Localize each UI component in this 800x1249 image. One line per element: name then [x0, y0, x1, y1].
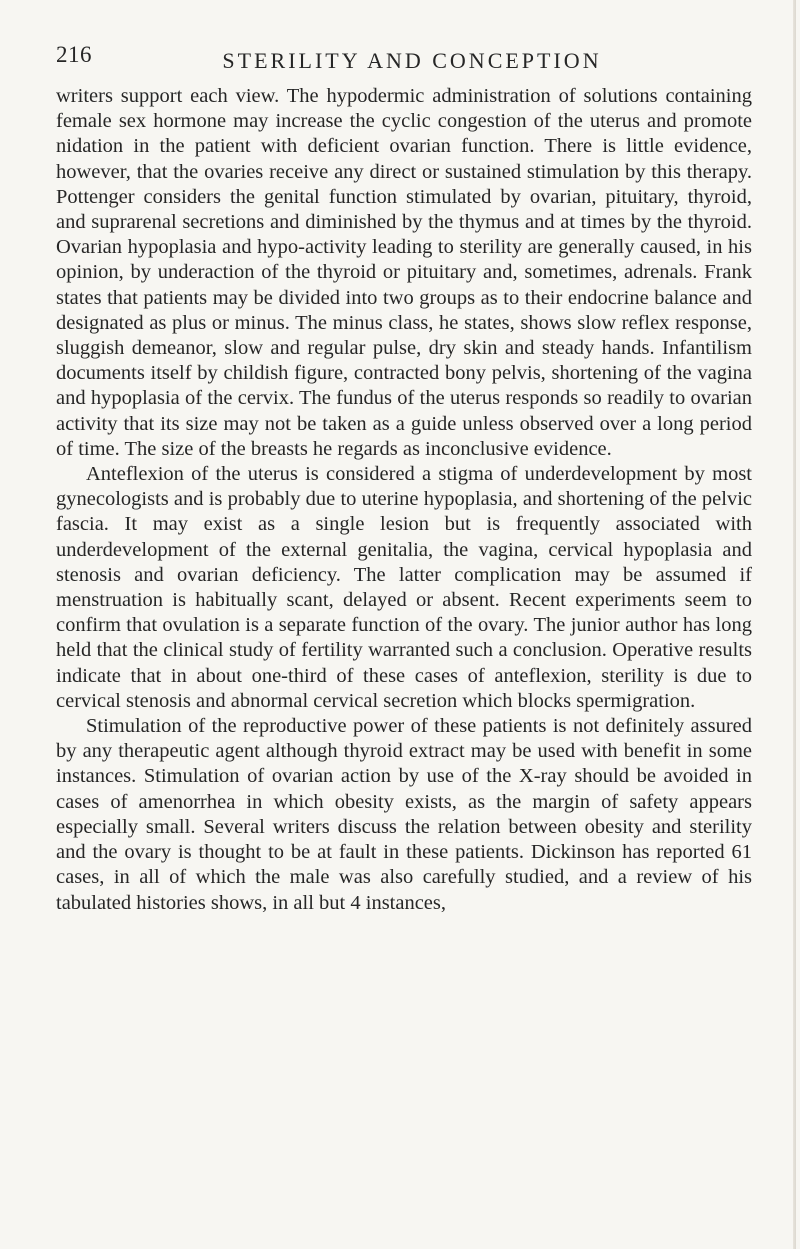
- paragraph-3: Stimulation of the reproductive power of these patients is not definitely assured by any therapeutic agent although thyroid extract may be used with benefit in some instances. Stimulation of ovarian action by use of the X-ray should be avoided in cases of amenorrhea in which obesity exists, as the margin of safety appears especially small. Several writers discuss the relation between obesity and sterility and the ovary is thought to be at fault in these patients. Dickinson has reported 61 cases, in all of which the male was also carefully studied, and a review of his tabulated histories shows, in all but 4 instances,: [56, 715, 752, 914]
- page-number: 216: [56, 42, 92, 67]
- page-edge-shadow: [793, 0, 796, 1249]
- running-title: STERILITY AND CONCEPTION: [222, 48, 602, 73]
- page-header: [52, 40, 752, 80]
- paragraph-1: writers support each view. The hypodermic administration of solutions containing female sex hormone may increase the cyclic congestion of the uterus and promote nidation in the patient with deficient ovarian function. There is little evidence, however, that the ovaries receive any direct or sustained stimulation by this therapy. Pottenger considers the genital function stimulated by ovarian, pituitary, thyroid, and suprarenal secretions and diminished by the thymus and at times by the thyroid. Ovarian hypoplasia and hypo-activity leading to sterility are generally caused, in his opinion, by underaction of the thyroid or pituitary and, sometimes, adrenals. Frank states that patients may be divided into two groups as to their endocrine balance and designated as plus or minus. The minus class, he states, shows slow reflex response, sluggish demeanor, slow and regular pulse, dry skin and steady hands. Infantilism documents itself by childish figure, contracted bony pelvis, shortening of the vagina and hypoplasia of the cervix. The fundus of the uterus responds so readily to ovarian activity that its size may not be taken as a guide unless observed over a long period of time. The size of the breasts he regards as inconclusive evidence.: [56, 85, 752, 460]
- body-text: [56, 84, 752, 916]
- paragraph-2: Anteflexion of the uterus is considered a stigma of underdevelopment by most gynecologists and is probably due to uterine hypoplasia, and shortening of the pelvic fascia. It may exist as a single lesion but is frequently associated with underdevelopment of the external genitalia, the vagina, cervical hypoplasia and stenosis and ovarian deficiency. The latter complication may be assumed if menstruation is habitually scant, delayed or absent. Recent experiments seem to confirm that ovulation is a separate function of the ovary. The junior author has long held that the clinical study of fertility warranted such a conclusion. Operative results indicate that in about one-third of these cases of anteflexion, sterility is due to cervical stenosis and abnormal cervical secretion which blocks spermigration.: [56, 463, 752, 712]
